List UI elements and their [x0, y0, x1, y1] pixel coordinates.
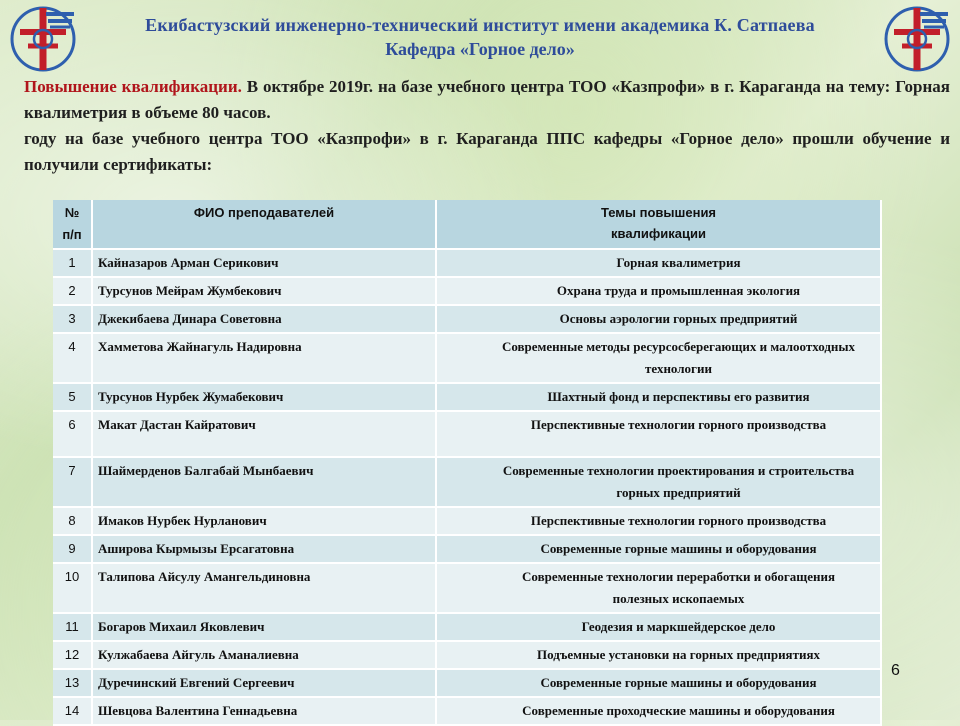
row-topic-cell: Современные горные машины и оборудования: [436, 535, 881, 563]
intro-text: [24, 74, 950, 178]
row-name-cell: Кайназаров Арман Серикович: [92, 249, 436, 277]
column-header-name: ФИО преподавателей: [92, 200, 436, 249]
row-name-cell: Хамметова Жайнагуль Надировна: [92, 333, 436, 383]
intro-line1: В октябре 2019г. на базе учебного центра ТОО «Казпрофи» в г. Караганда на тему: Горная квалиметрия в объеме 80 часов.: [24, 77, 950, 122]
row-topic-cell: Геодезия и маркшейдерское дело: [436, 613, 881, 641]
row-num-cell: 2: [53, 277, 92, 305]
column-header-topic: Темы повышения квалификации: [436, 200, 881, 249]
row-num-cell: 7: [53, 457, 92, 507]
row-num-cell: 14: [53, 697, 92, 725]
row-name-cell: Дуречинский Евгений Сергеевич: [92, 669, 436, 697]
row-topic-cell: Современные технологии переработки и обогащения полезных ископаемых: [436, 563, 881, 613]
institute-title: Екибастузский инженерно-технический институт имени академика К. Сатпаева: [145, 15, 815, 35]
table-row: [53, 249, 881, 277]
institute-emblem-icon: [8, 4, 78, 74]
row-num-cell: 12: [53, 641, 92, 669]
institute-emblem-icon: [882, 4, 952, 74]
row-topic-cell: Шахтный фонд и перспективы его развития: [436, 383, 881, 411]
row-topic-cell: Охрана труда и промышленная экология: [436, 277, 881, 305]
row-name-cell: Талипова Айсулу Амангельдиновна: [92, 563, 436, 613]
row-num-cell: 1: [53, 249, 92, 277]
table-row: [53, 507, 881, 535]
column-header-num: № п/п: [53, 200, 92, 249]
row-topic-cell: Горная квалиметрия: [436, 249, 881, 277]
intro-line2: году на базе учебного центра ТОО «Казпрофи» в г. Караганда ППС кафедры «Горное дело» прошли обучение и получили сертификаты:: [24, 129, 950, 174]
row-name-cell: Аширова Кырмызы Ерсагатовна: [92, 535, 436, 563]
row-name-cell: Богаров Михаил Яковлевич: [92, 613, 436, 641]
row-num-cell: 4: [53, 333, 92, 383]
row-num-cell: 11: [53, 613, 92, 641]
table-row: [53, 697, 881, 725]
table-row: [53, 383, 881, 411]
table-row: [53, 305, 881, 333]
department-title: Кафедра «Горное дело»: [385, 39, 575, 59]
row-topic-cell: Перспективные технологии горного производства: [436, 507, 881, 535]
table-row: [53, 613, 881, 641]
table-row: [53, 641, 881, 669]
row-name-cell: Джекибаева Динара Советовна: [92, 305, 436, 333]
staff-table: [53, 200, 882, 726]
row-num-cell: 8: [53, 507, 92, 535]
row-topic-cell: Современные проходческие машины и оборудования: [436, 697, 881, 725]
table-header-row: [53, 200, 881, 249]
table-row: [53, 411, 881, 457]
row-num-cell: 6: [53, 411, 92, 457]
row-name-cell: Турсунов Нурбек Жумабекович: [92, 383, 436, 411]
table-row: [53, 277, 881, 305]
row-num-cell: 10: [53, 563, 92, 613]
page-number: 6: [891, 662, 900, 679]
row-num-cell: 9: [53, 535, 92, 563]
row-topic-cell: Современные горные машины и оборудования: [436, 669, 881, 697]
intro-highlight: Повышение квалификации.: [24, 77, 242, 96]
table-row: [53, 563, 881, 613]
row-topic-cell: Современные технологии проектирования и строительства горных предприятий: [436, 457, 881, 507]
row-name-cell: Турсунов Мейрам Жумбекович: [92, 277, 436, 305]
table-row: [53, 333, 881, 383]
row-name-cell: Шаймерденов Балгабай Мынбаевич: [92, 457, 436, 507]
row-num-cell: 13: [53, 669, 92, 697]
row-topic-cell: Современные методы ресурсосберегающих и малоотходных технологии: [436, 333, 881, 383]
table-row: [53, 535, 881, 563]
row-name-cell: Шевцова Валентина Геннадьевна: [92, 697, 436, 725]
row-num-cell: 5: [53, 383, 92, 411]
row-topic-cell: Перспективные технологии горного производства: [436, 411, 881, 457]
table-row: [53, 457, 881, 507]
row-topic-cell: Подъемные установки на горных предприятиях: [436, 641, 881, 669]
row-num-cell: 3: [53, 305, 92, 333]
row-topic-cell: Основы аэрологии горных предприятий: [436, 305, 881, 333]
row-name-cell: Имаков Нурбек Нурланович: [92, 507, 436, 535]
table-row: [53, 669, 881, 697]
row-name-cell: Макат Дастан Кайратович: [92, 411, 436, 457]
row-name-cell: Кулжабаева Айгуль Аманалиевна: [92, 641, 436, 669]
